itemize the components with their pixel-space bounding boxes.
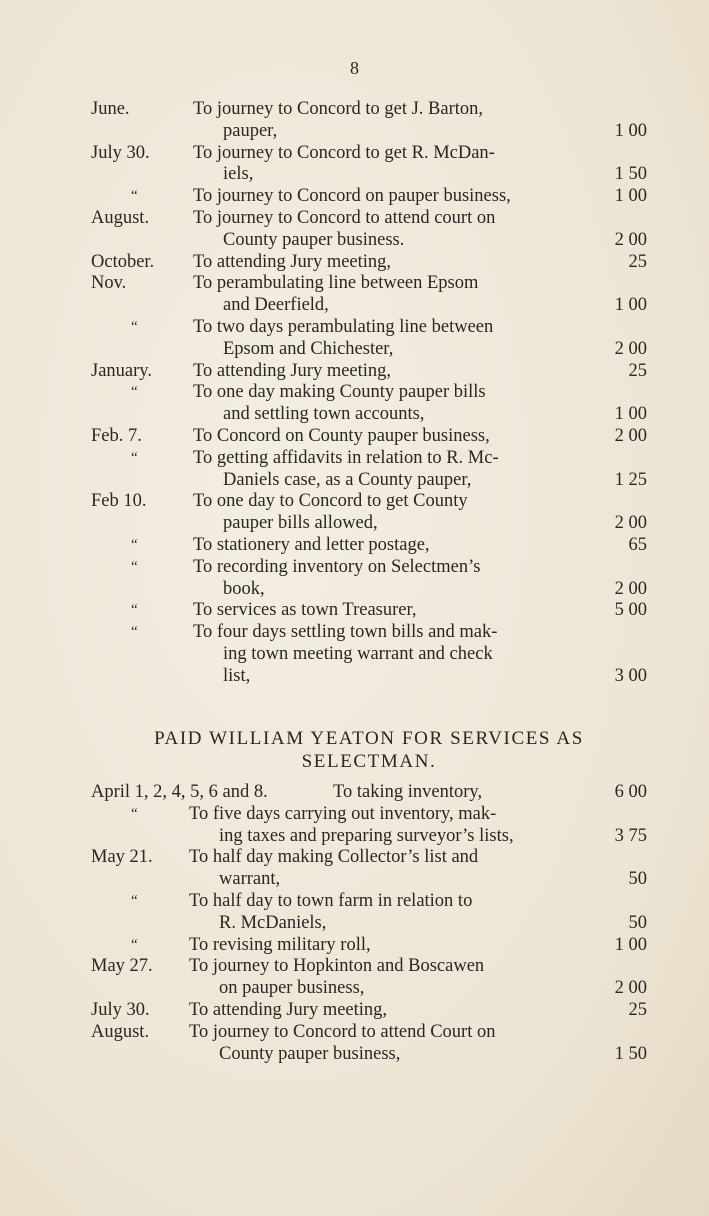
entry-amount: 2 00: [614, 578, 647, 599]
description-line: To journey to Concord on pauper business,: [193, 186, 511, 207]
entry-description: [91, 317, 583, 361]
entry-description: [91, 186, 583, 208]
ditto-mark: “: [131, 318, 138, 335]
ledger-entry: [91, 273, 647, 317]
description-line: To getting affidavits in relation to R. Mc-: [193, 447, 499, 468]
entry-description: [91, 361, 583, 383]
entry-amount: 2 00: [614, 513, 647, 534]
entry-date: April 1, 2, 4, 5, 6 and 8.: [91, 782, 268, 802]
entry-date: August.: [91, 1021, 150, 1042]
description-line: To attending Jury meeting,: [189, 999, 388, 1020]
description-line: To one day to Concord to get County: [193, 491, 468, 512]
ditto-mark: “: [131, 558, 138, 575]
ditto-mark: “: [131, 384, 138, 401]
entry-description: [91, 956, 583, 1000]
ledger-entry: [91, 622, 647, 687]
entry-amount: 2 00: [614, 229, 647, 250]
entry-amount: 50: [628, 869, 647, 890]
description-line: on pauper business,: [219, 978, 365, 999]
page-number: 8: [350, 58, 359, 78]
ledger-entry: [91, 99, 647, 143]
description-line: pauper,: [223, 120, 278, 141]
entry-date: May 27.: [91, 956, 153, 977]
entry-description: [91, 208, 583, 252]
ledger-entry: [91, 1022, 647, 1066]
ditto-mark: “: [131, 936, 138, 953]
ledger-entry: [91, 891, 647, 935]
description-line: warrant,: [219, 869, 281, 890]
ledger-entry: [91, 186, 647, 208]
description-line: ing town meeting warrant and check: [223, 643, 493, 664]
description-line: R. McDaniels,: [219, 912, 327, 933]
entry-description: [91, 622, 583, 687]
ditto-mark: “: [131, 188, 138, 205]
entry-amount: 25: [628, 251, 647, 272]
entry-description: [91, 891, 583, 935]
description-line: To journey to Concord to attend court on: [193, 207, 496, 228]
ledger-section-1: [91, 99, 647, 688]
description-line: To one day making County pauper bills: [193, 382, 486, 403]
description-line: To perambulating line between Epsom: [193, 273, 479, 294]
ledger-entry: [91, 426, 647, 448]
entry-description: [91, 426, 583, 448]
entry-amount: 2 00: [614, 338, 647, 359]
description-line: To journey to Hopkinton and Boscawen: [189, 956, 485, 977]
entry-date: May 21.: [91, 847, 153, 868]
entry-amount: 3 00: [614, 665, 647, 686]
ditto-mark: “: [131, 449, 138, 466]
description-line: book,: [223, 578, 265, 599]
ledger-entry: [91, 557, 647, 601]
entry-amount: 25: [628, 999, 647, 1020]
entry-description: [91, 99, 583, 143]
entry-date: Nov.: [91, 273, 127, 294]
entry-amount: 2 00: [614, 978, 647, 999]
description-line: To five days carrying out inventory, mak-: [189, 803, 497, 824]
entry-description: [91, 491, 583, 535]
entry-description: [91, 557, 583, 601]
entry-description: [91, 535, 583, 557]
ledger-entry: [91, 956, 647, 1000]
description-line: To attending Jury meeting,: [193, 360, 392, 381]
entry-description: [91, 847, 583, 891]
description-line: To journey to Concord to get R. McDan-: [193, 142, 495, 163]
entry-amount: 1 50: [614, 1043, 647, 1064]
entry-date: Feb 10.: [91, 491, 147, 512]
entry-amount: 65: [628, 534, 647, 555]
section-heading-line-1: PAID WILLIAM YEATON FOR SERVICES AS: [154, 728, 584, 749]
description-line: ing taxes and preparing surveyor’s lists,: [219, 825, 514, 846]
description-line: iels,: [223, 164, 254, 185]
ledger-entry: [91, 1000, 647, 1022]
entry-description: [91, 1000, 583, 1022]
description-line: To recording inventory on Selectmen’s: [193, 556, 481, 577]
entry-description: [91, 448, 583, 492]
entry-date: Feb. 7.: [91, 425, 142, 446]
description-line: list,: [223, 665, 251, 686]
ledger-entry: [91, 935, 647, 957]
description-line: pauper bills allowed,: [223, 513, 378, 534]
entry-date: July 30.: [91, 142, 150, 163]
entry-description: [91, 935, 583, 957]
entry-amount: 1 00: [614, 120, 647, 141]
ledger-entry: [91, 847, 647, 891]
description-line: To attending Jury meeting,: [193, 251, 392, 272]
entry-amount: 1 25: [614, 469, 647, 490]
ledger-entry: [91, 317, 647, 361]
ledger-entry: [91, 382, 647, 426]
ditto-mark: “: [131, 602, 138, 619]
entry-amount: 1 00: [614, 295, 647, 316]
description-line: To four days settling town bills and mak-: [193, 622, 498, 643]
ledger-entry: [91, 448, 647, 492]
entry-amount: 2 00: [614, 425, 647, 446]
description-line: To journey to Concord to get J. Barton,: [193, 99, 484, 119]
section-heading-line-2: SELECTMAN.: [301, 751, 437, 772]
ditto-mark: “: [131, 624, 138, 641]
description-line: Epsom and Chichester,: [223, 338, 394, 359]
entry-amount: 3 75: [614, 825, 647, 846]
description-line: and settling town accounts,: [223, 404, 425, 425]
ledger-entry: [91, 600, 647, 622]
description-line: To stationery and letter postage,: [193, 534, 430, 555]
entry-description: [91, 804, 583, 848]
section-heading: [91, 727, 647, 773]
description-line: To taking inventory,: [333, 782, 483, 802]
description-line: To Concord on County pauper business,: [193, 425, 490, 446]
entry-date: July 30.: [91, 999, 150, 1020]
ledger-entry: [91, 535, 647, 557]
entry-amount: 6 00: [614, 782, 647, 802]
entry-description: [91, 273, 583, 317]
ledger-entry: [91, 491, 647, 535]
entry-date: October.: [91, 251, 155, 272]
entry-amount: 1 00: [614, 934, 647, 955]
description-line: Daniels case, as a County pauper,: [223, 469, 472, 490]
entry-amount: 1 00: [614, 404, 647, 425]
entry-description: [91, 382, 583, 426]
description-line: and Deerfield,: [223, 295, 329, 316]
ledger-entry: [91, 252, 647, 274]
entry-description: [91, 143, 583, 187]
entry-description: [91, 600, 583, 622]
description-line: To half day making Collector’s list and: [189, 847, 479, 868]
entry-amount: 25: [628, 360, 647, 381]
ledger-entry: [91, 208, 647, 252]
entry-description: [91, 1022, 583, 1066]
entry-date: January.: [91, 360, 152, 381]
ledger-entry: [91, 143, 647, 187]
entry-amount: 5 00: [614, 600, 647, 621]
description-line: County pauper business.: [223, 229, 405, 250]
ditto-mark: “: [131, 536, 138, 553]
description-line: County pauper business,: [219, 1043, 401, 1064]
entry-amount: 50: [628, 912, 647, 933]
entry-date: August.: [91, 207, 150, 228]
ledger-section-2: [91, 782, 647, 1065]
description-line: To two days perambulating line between: [193, 316, 494, 337]
ledger-entry: [91, 361, 647, 383]
description-line: To journey to Concord to attend Court on: [189, 1021, 496, 1042]
ditto-mark: “: [131, 805, 138, 822]
entry-amount: 1 50: [614, 164, 647, 185]
entry-amount: 1 00: [614, 186, 647, 207]
ditto-mark: “: [131, 892, 138, 909]
entry-date: June.: [91, 99, 130, 119]
description-line: To half day to town farm in relation to: [189, 890, 473, 911]
description-line: To services as town Treasurer,: [193, 600, 417, 621]
ledger-entry: [91, 804, 647, 848]
entry-description: [91, 252, 583, 274]
description-line: To revising military roll,: [189, 934, 371, 955]
ledger-entry: [91, 782, 647, 804]
